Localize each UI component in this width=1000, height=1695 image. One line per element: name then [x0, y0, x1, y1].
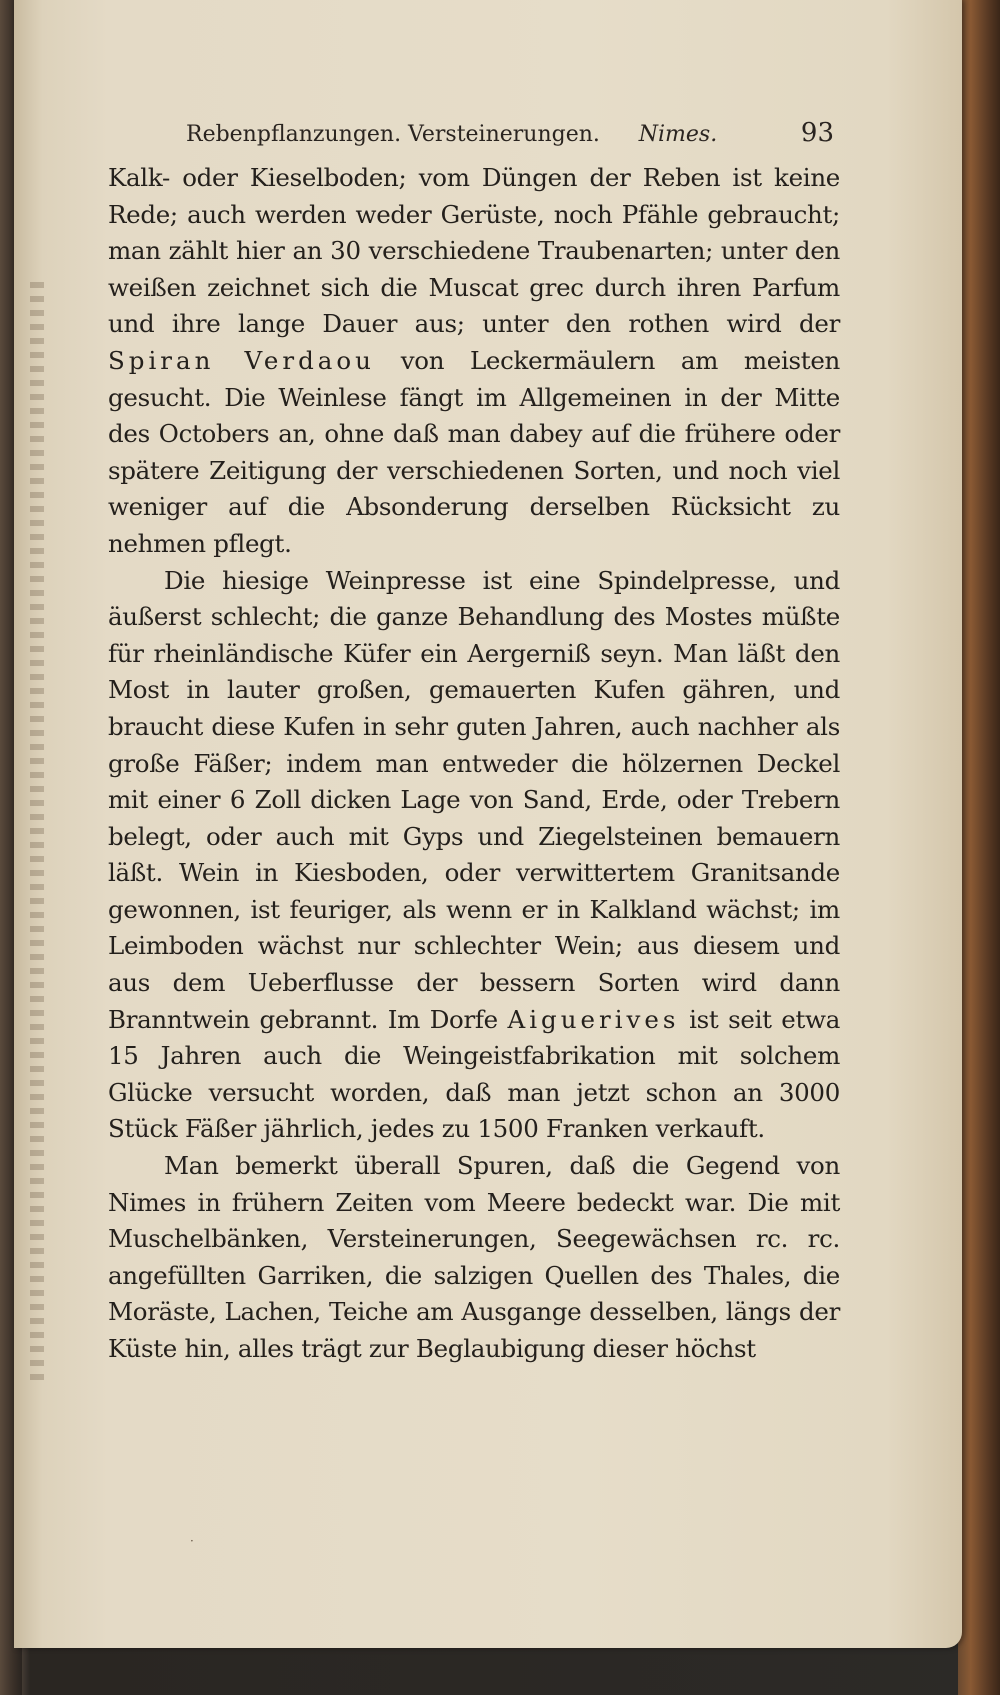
paragraph-1-text: Kalk- oder Kieselboden; vom Düngen der Reben ist keine Rede; auch werden weder Gerüste, noch Pfähle gebraucht; man zählt hier an 30 verschiedene Traubenarten; unter den weißen zeichnet sich die Muscat grec durch ihren Parfum und ihre lange Dauer aus; unter den rothen wird der: [108, 163, 840, 339]
paragraph-2-spaced-term: Aiguerives: [507, 1004, 680, 1034]
paragraph-1-spaced-term: Spiran Verdaou: [108, 345, 375, 375]
page-number: 93: [800, 118, 834, 148]
paragraph-3-text: Man bemerkt überall Spuren, daß die Gegend von Nimes in frühern Zeiten vom Meere bedeckt war. Die mit Muschelbänken, Versteinerungen, Seegewächsen rc. rc. angefüllten Garriken, die salzigen Quellen des Thales, die Moräste, Lachen, Teiche am Ausgange desselben, längs der Küste hin, alles trägt zur Beglaubigung dieser höchst: [108, 1151, 840, 1363]
running-head-left: Rebenpflanzungen.: [186, 122, 402, 147]
paragraph-1-text-after: von Leckermäulern am meisten gesucht. Die Weinlese fängt im Allgemeinen in der Mitte des Octobers an, ohne daß man dabey auf die frühere oder spätere Zeitigung der verschiedenen Sorten, und noch viel weniger auf die Absonderung derselben Rücksicht zu nehmen pflegt.: [108, 345, 840, 558]
book-page: [14, 0, 962, 1648]
body-text: [108, 160, 840, 1368]
running-head-middle: Versteinerungen.: [408, 122, 600, 147]
gutter-bleed-through: [30, 280, 44, 1380]
paragraph-2-text: Die hiesige Weinpresse ist eine Spindelpresse, und äußerst schlecht; die ganze Behandlung des Mostes müßte für rheinländische Küfer ein Aergerniß seyn. Man läßt den Most in lauter großen, gemauerten Kufen gähren, und braucht diese Kufen in sehr guten Jahren, auch nachher als große Fäßer; indem man entweder die hölzernen Deckel mit einer 6 Zoll dicken Lage von Sand, Erde, oder Trebern belegt, oder auch mit Gyps und Ziegelsteinen bemauern läßt. Wein in Kiesboden, oder verwittertem Granitsande gewonnen, ist feuriger, als wenn er in Kalkland wächst; im Leimboden wächst nur schlechter Wein; aus diesem und aus dem Ueberflusse der bessern Sorten wird dann Branntwein gebrannt. Im Dorfe: [108, 565, 840, 1034]
printer-mark: ·: [190, 1534, 194, 1548]
running-head: [186, 118, 834, 148]
running-head-right: Nimes.: [638, 122, 718, 147]
paragraph-3: [108, 1148, 840, 1368]
paragraph-1: [108, 160, 840, 563]
book-fore-edge: [958, 0, 1000, 1695]
paragraph-2-text-after: ist seit etwa 15 Jahren auch die Weingeistfabrikation mit solchem Glücke versucht worden, daß man jetzt schon an 3000 Stück Fäßer jährlich, jedes zu 1500 Franken verkauft.: [108, 1004, 841, 1144]
paragraph-2: [108, 563, 840, 1149]
